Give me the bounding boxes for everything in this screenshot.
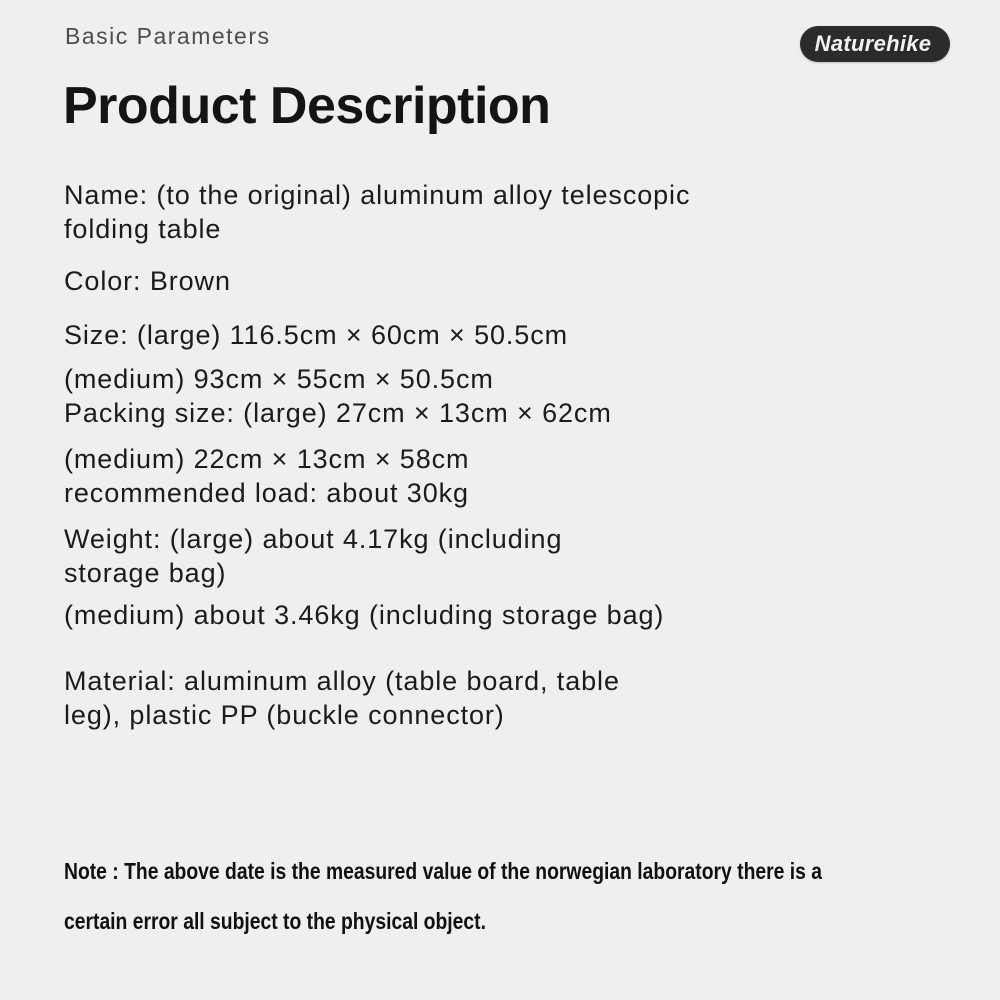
footnote-line: certain error all subject to the physical object. xyxy=(64,908,486,934)
spec-material xyxy=(64,664,690,732)
spec-line: folding table xyxy=(64,214,222,244)
spec-line: (medium) 93cm × 55cm × 50.5cm xyxy=(64,364,494,394)
footnote xyxy=(64,846,966,946)
spec-line: Name: (to the original) aluminum alloy telescopic xyxy=(64,180,691,210)
brand-badge xyxy=(800,26,950,62)
spec-list xyxy=(64,178,690,732)
spec-line: recommended load: about 30kg xyxy=(64,478,469,508)
brand-logo-text: Naturehike xyxy=(814,31,932,56)
spec-line: Color: Brown xyxy=(64,266,231,296)
page-title: Product Description xyxy=(63,77,551,135)
spec-packing-medium-and-load xyxy=(64,442,690,510)
spec-line: (medium) 22cm × 13cm × 58cm xyxy=(64,444,470,474)
spec-size-medium-and-packing xyxy=(64,362,690,430)
spec-line: storage bag) xyxy=(64,558,227,588)
spec-line: Packing size: (large) 27cm × 13cm × 62cm xyxy=(64,398,612,428)
spec-weight-medium xyxy=(64,598,690,632)
spec-color xyxy=(64,264,690,298)
spec-name xyxy=(64,178,690,246)
footnote-line: Note : The above date is the measured value of the norwegian laboratory there is a xyxy=(64,858,822,884)
spec-line: leg), plastic PP (buckle connector) xyxy=(64,700,505,730)
spec-line: Size: (large) 116.5cm × 60cm × 50.5cm xyxy=(64,320,569,350)
spec-weight-large xyxy=(64,522,690,590)
spec-line: Weight: (large) about 4.17kg (including xyxy=(64,524,563,554)
basic-parameters-label: Basic Parameters xyxy=(65,23,271,49)
spec-line: Material: aluminum alloy (table board, table xyxy=(64,666,620,696)
spec-size-large xyxy=(64,318,690,352)
spec-line: (medium) about 3.46kg (including storage bag) xyxy=(64,600,665,630)
